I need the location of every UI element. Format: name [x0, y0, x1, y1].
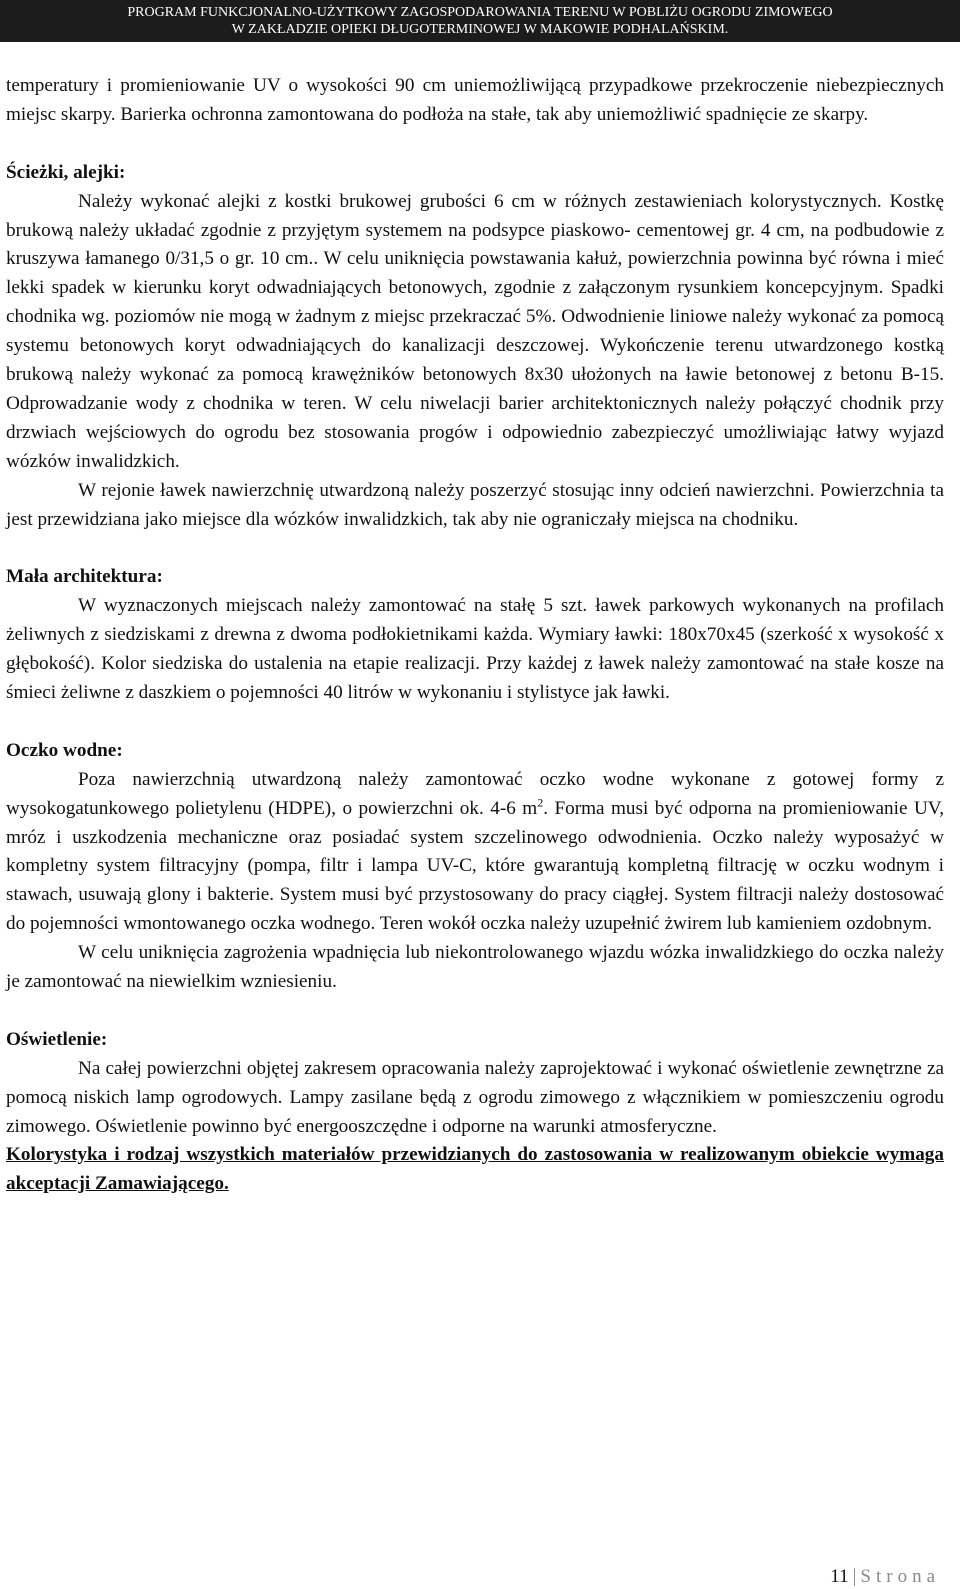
- section-title-pond: Oczko wodne:: [6, 739, 123, 761]
- page-number-block: [830, 1565, 940, 1589]
- document-body: [6, 72, 944, 1199]
- page-footer: [0, 1565, 960, 1589]
- pond-superscript: 2: [537, 795, 544, 810]
- section-pond: [6, 737, 944, 997]
- section-paths: [6, 159, 944, 535]
- page-label: Strona: [860, 1566, 940, 1587]
- document-header: [0, 0, 960, 42]
- section-architecture: [6, 563, 944, 708]
- section-lighting: [6, 1026, 944, 1142]
- section-title-lighting: Oświetlenie:: [6, 1028, 108, 1050]
- final-note: Kolorystyka i rodzaj wszystkich materiałów przewidzianych do zastosowania w realizowanym obiekcie wymaga akceptacji Zamawiającego.: [6, 1144, 944, 1195]
- paths-paragraph-2: W rejonie ławek nawierzchnię utwardzoną należy poszerzyć stosując inny odcień nawierzchni. Powierzchnia ta jest przewidziana jako miejsce dla wózków inwalidzkich, tak aby nie ograniczały miejsca na chodniku.: [6, 479, 944, 530]
- page-number: 11: [830, 1566, 849, 1587]
- section-title-architecture: Mała architektura:: [6, 566, 163, 588]
- pond-text-after: . Forma musi być odporna na promieniowanie UV, mróz i uszkodzenia mechaniczne oraz posiadać system szczelinowego odwodnienia. Oczko należy wyposażyć w kompletny system filtracyjny (pompa, filtr i lampa UV-C, które gwarantują kompletną filtrację w oczku wodnym i stawach, usuwają glony i bakterie. System musi być przystosowany do pracy ciągłej. System filtracji należy dostosować do pojemności wmontowanego oczka wodnego. Teren wokół oczka należy uzupełnić żwirem lub kamieniem ozdobnym.: [6, 797, 944, 935]
- paths-paragraph-1: Należy wykonać alejki z kostki brukowej grubości 6 cm w różnych zestawieniach kolorystycznych. Kostkę brukową należy układać zgodnie z przyjętym systemem na podsypce piaskowo- cementowej gr. 4 cm, na podbudowie z kruszywa łamanego 0/31,5 o gr. 10 cm.. W celu uniknięcia powstawania kałuż, powierzchnia powinna być równa i mieć lekki spadek w kierunku koryt odwadniających betonowych, zgodnie z załączonym rysunkiem koncepcyjnym. Spadki chodnika wg. poziomów nie mogą w żadnym z miejsc przekraczać 5%. Odwodnienie liniowe należy wykonać za pomocą systemu betonowych koryt odwadniających do kanalizacji deszczowej. Wykończenie terenu utwardzonego kostką brukową należy wykonać za pomocą krawężników betonowych 8x30 ułożonych na ławie betonowej z betonu B-15. Odprowadzanie wody z chodnika w teren. W celu niwelacji barier architektonicznych należy połączyć chodnik przy drzwiach wejściowych do ogrodu bez stosowania progów i odpowiednio zabezpieczyć umożliwiając łatwy wyjazd wózków inwalidzkich.: [6, 190, 944, 472]
- architecture-paragraph-1: W wyznaczonych miejscach należy zamontować na stałę 5 szt. ławek parkowych wykonanych na profilach żeliwnych z siedziskami z drewna z dwoma podłokietnikami każda. Wymiary ławki: 180x70x45 (szerkość x wysokość x głębokość). Kolor siedziska do ustalenia na etapie realizacji. Przy każdej z ławek należy zamontować na stałe kosze na śmieci żeliwne z daszkiem o pojemności 40 litrów w wykonaniu i stylistyce jak ławki.: [6, 595, 944, 703]
- lighting-paragraph-1: Na całej powierzchni objętej zakresem opracowania należy zaprojektować i wykonać oświetlenie zewnętrzne za pomocą niskich lamp ogrodowych. Lampy zasilane będą z ogrodu zimowego z włącznikiem w pomieszczeniu ogrodu zimowego. Oświetlenie powinno być energooszczędne i odporne na warunki atmosferyczne.: [6, 1057, 944, 1137]
- page-separator: |: [852, 1566, 857, 1587]
- intro-paragraph: temperatury i promieniowanie UV o wysokości 90 cm uniemożliwijącą przypadkowe przekroczenie niebezpiecznych miejsc skarpy. Barierka ochronna zamontowana do podłoża na stałe, tak aby uniemożliwić spadnięcie ze skarpy.: [6, 75, 944, 125]
- pond-paragraph-1: [6, 766, 944, 939]
- pond-paragraph-2: W celu uniknięcia zagrożenia wpadnięcia lub niekontrolowanego wjazdu wózka inwalidzkiego do oczka należy je zamontować na niewielkim wzniesieniu.: [6, 942, 944, 993]
- pond-text-before: Poza nawierzchnią utwardzoną należy zamontować oczko wodne wykonane z gotowej formy z wysokogatunkowego polietylenu (HDPE), o powierzchni ok. 4-6 m: [6, 768, 944, 819]
- section-title-paths: Ścieżki, alejki:: [6, 161, 126, 183]
- header-line-2: W ZAKŁADZIE OPIEKI DŁUGOTERMINOWEJ W MAKOWIE PODHALAŃSKIM.: [231, 22, 729, 37]
- header-line-1: PROGRAM FUNKCJONALNO-UŻYTKOWY ZAGOSPODAROWANIA TERENU W POBLIŻU OGRODU ZIMOWEGO: [127, 5, 833, 20]
